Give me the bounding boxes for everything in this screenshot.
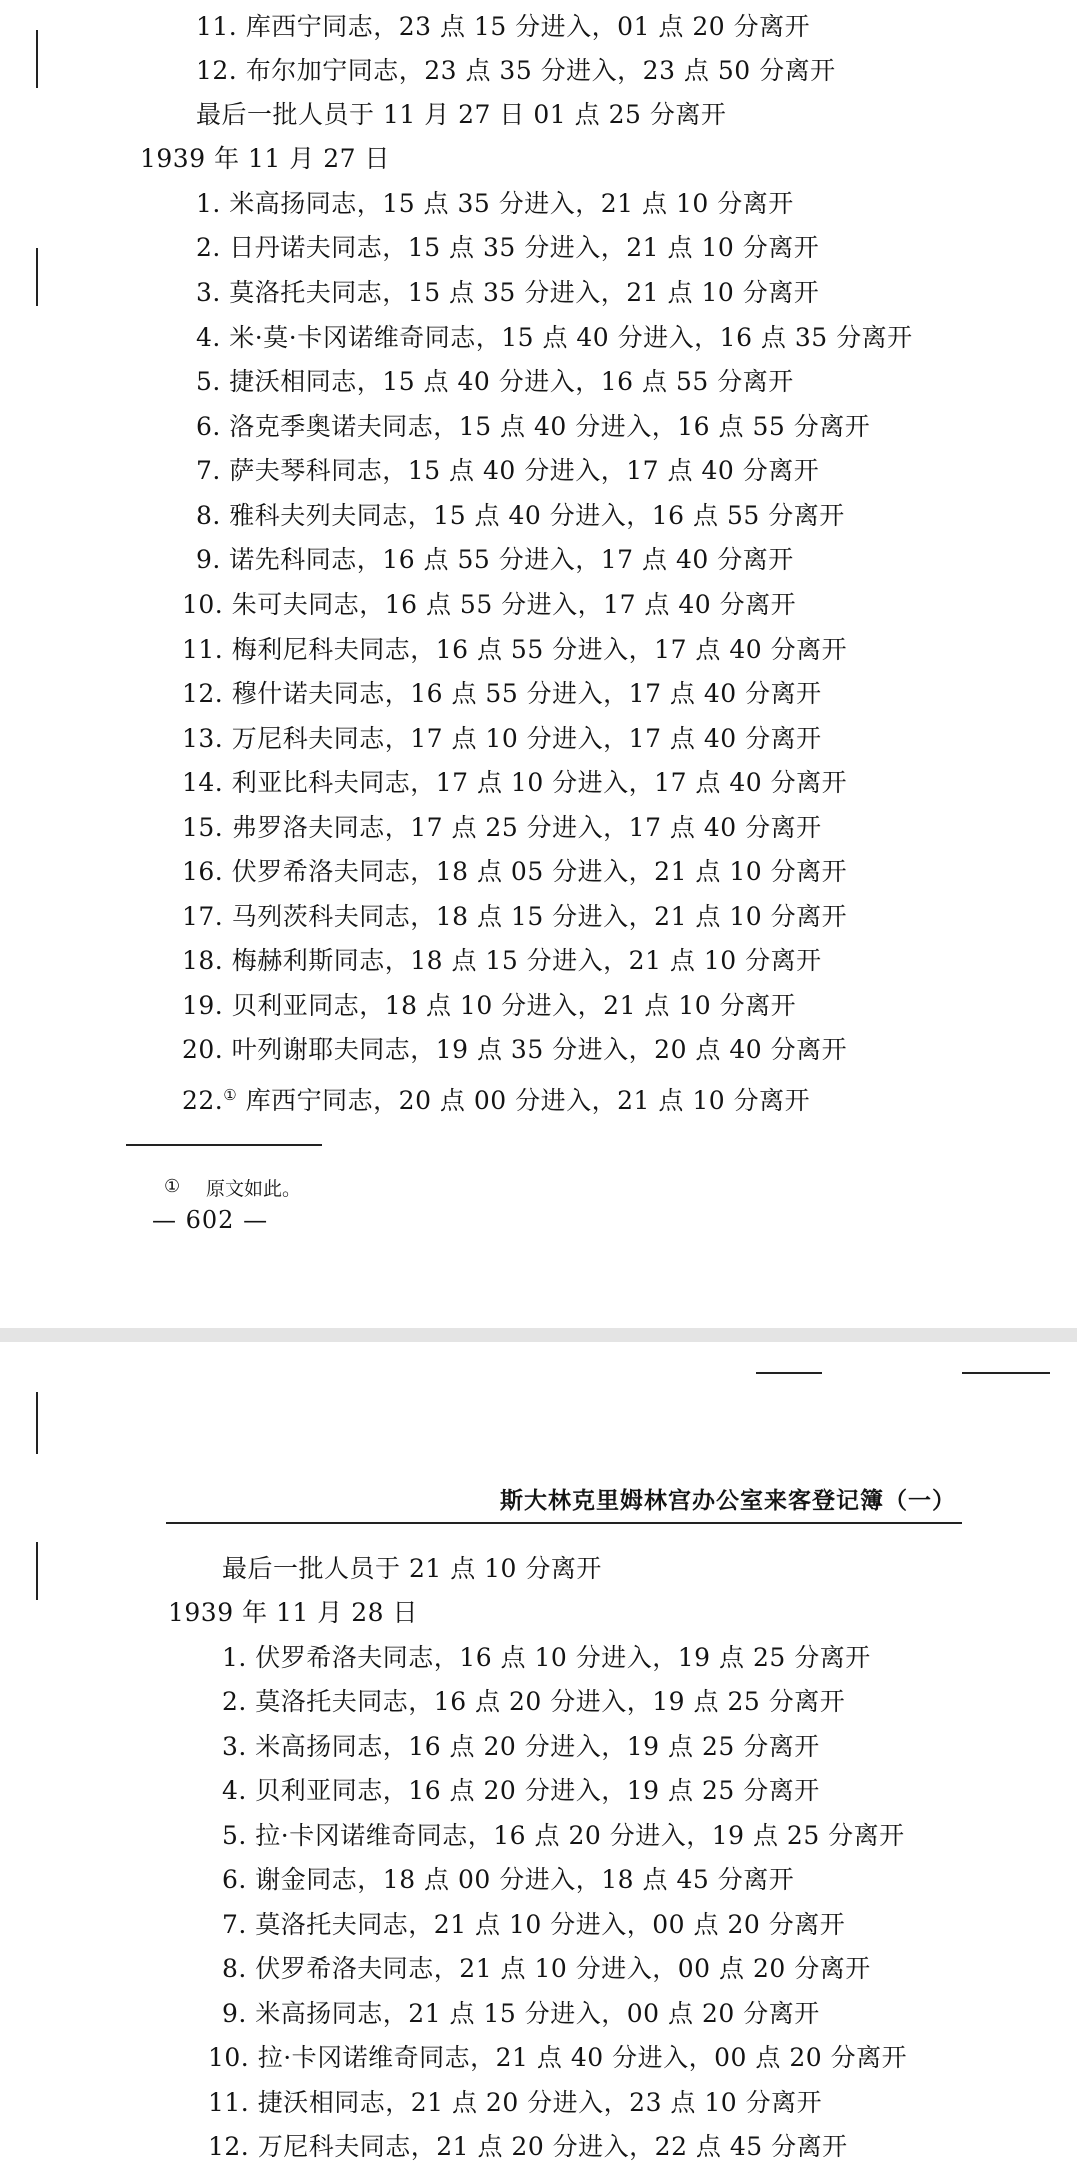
footnote-text: 原文如此。: [206, 1178, 302, 1200]
page-separator: [0, 1328, 1077, 1342]
scan-edge-mark: [962, 1372, 1050, 1374]
entry-line: 2. 莫洛托夫同志，16 点 20 分进入，19 点 25 分离开: [222, 1687, 846, 1716]
summary-line: 最后一批人员于 11 月 27 日 01 点 25 分离开: [196, 100, 727, 129]
entry-line: 4. 米·莫·卡冈诺维奇同志，15 点 40 分进入，16 点 35 分离开: [196, 323, 913, 352]
running-head: 斯大林克里姆林宫办公室来客登记簿（一）: [500, 1488, 956, 1514]
entry-text: 库西宁同志，20 点 00 分进入，21 点 10 分离开: [245, 1086, 811, 1115]
scan-edge-mark: [36, 1542, 38, 1600]
entry-line-with-note: [182, 1080, 810, 1116]
entry-line: 2. 日丹诺夫同志，15 点 35 分进入，21 点 10 分离开: [196, 233, 820, 262]
entry-line: 18. 梅赫利斯同志，18 点 15 分进入，21 点 10 分离开: [182, 946, 822, 975]
entry-line: 10. 拉·卡冈诺维奇同志，21 点 40 分进入，00 点 20 分离开: [208, 2043, 908, 2072]
entry-line: 15. 弗罗洛夫同志，17 点 25 分进入，17 点 40 分离开: [182, 813, 822, 842]
entry-number: 22.: [182, 1086, 224, 1115]
entry-line: 8. 雅科夫列夫同志，15 点 40 分进入，16 点 55 分离开: [196, 501, 845, 530]
entry-line: 12. 穆什诺夫同志，16 点 55 分进入，17 点 40 分离开: [182, 679, 822, 708]
bottom-page: [0, 1342, 1077, 2170]
entry-line: 1. 伏罗希洛夫同志，16 点 10 分进入，19 点 25 分离开: [222, 1643, 871, 1672]
entry-line: 12. 万尼科夫同志，21 点 20 分进入，22 点 45 分离开: [208, 2132, 848, 2161]
scan-edge-mark: [36, 248, 38, 306]
entry-line: 11. 捷沃相同志，21 点 20 分进入，23 点 10 分离开: [208, 2088, 823, 2117]
scan-edge-mark: [36, 30, 38, 88]
entry-line: 10. 朱可夫同志，16 点 55 分进入，17 点 40 分离开: [182, 590, 797, 619]
entry-line: 7. 莫洛托夫同志，21 点 10 分进入，00 点 20 分离开: [222, 1910, 846, 1939]
entry-line: 5. 拉·卡冈诺维奇同志，16 点 20 分进入，19 点 25 分离开: [222, 1821, 905, 1850]
entry-line: 3. 莫洛托夫同志，15 点 35 分进入，21 点 10 分离开: [196, 278, 820, 307]
entry-line: 6. 谢金同志，18 点 00 分进入，18 点 45 分离开: [222, 1865, 795, 1894]
entry-line: 6. 洛克季奥诺夫同志，15 点 40 分进入，16 点 55 分离开: [196, 412, 871, 441]
entry-line: 8. 伏罗希洛夫同志，21 点 10 分进入，00 点 20 分离开: [222, 1954, 871, 1983]
entry-line: 1. 米高扬同志，15 点 35 分进入，21 点 10 分离开: [196, 189, 794, 218]
entry-line: 3. 米高扬同志，16 点 20 分进入，19 点 25 分离开: [222, 1732, 820, 1761]
entry-line: 9. 米高扬同志，21 点 15 分进入，00 点 20 分离开: [222, 1999, 820, 2028]
entry-line: 13. 万尼科夫同志，17 点 10 分进入，17 点 40 分离开: [182, 724, 822, 753]
entry-line: 16. 伏罗希洛夫同志，18 点 05 分进入，21 点 10 分离开: [182, 857, 848, 886]
entry-line: 20. 叶列谢耶夫同志，19 点 35 分进入，20 点 40 分离开: [182, 1035, 848, 1064]
entry-line: 12. 布尔加宁同志，23 点 35 分进入，23 点 50 分离开: [196, 56, 836, 85]
page-number: — 602 —: [152, 1206, 269, 1234]
entry-line: 7. 萨夫琴科同志，15 点 40 分进入，17 点 40 分离开: [196, 456, 820, 485]
entry-line: 17. 马列茨科夫同志，18 点 15 分进入，21 点 10 分离开: [182, 902, 848, 931]
entry-line: 4. 贝利亚同志，16 点 20 分进入，19 点 25 分离开: [222, 1776, 820, 1805]
entry-line: 11. 梅利尼科夫同志，16 点 55 分进入，17 点 40 分离开: [182, 635, 848, 664]
entry-line: 11. 库西宁同志，23 点 15 分进入，01 点 20 分离开: [196, 12, 811, 41]
entry-line: 5. 捷沃相同志，15 点 40 分进入，16 点 55 分离开: [196, 367, 794, 396]
header-rule: [166, 1522, 962, 1524]
entry-line: 14. 利亚比科夫同志，17 点 10 分进入，17 点 40 分离开: [182, 768, 848, 797]
date-heading: 1939 年 11 月 27 日: [140, 144, 390, 173]
entry-line: 9. 诺先科同志，16 点 55 分进入，17 点 40 分离开: [196, 545, 794, 574]
footnote-marker: ①: [164, 1176, 181, 1197]
date-heading: 1939 年 11 月 28 日: [168, 1598, 418, 1627]
scan-edge-mark: [756, 1372, 822, 1374]
entry-line: 19. 贝利亚同志，18 点 10 分进入，21 点 10 分离开: [182, 991, 797, 1020]
scan-edge-mark: [36, 1392, 38, 1454]
footnote-reference: ①: [223, 1086, 238, 1104]
summary-line: 最后一批人员于 21 点 10 分离开: [222, 1554, 602, 1583]
footnote-rule: [126, 1144, 322, 1146]
